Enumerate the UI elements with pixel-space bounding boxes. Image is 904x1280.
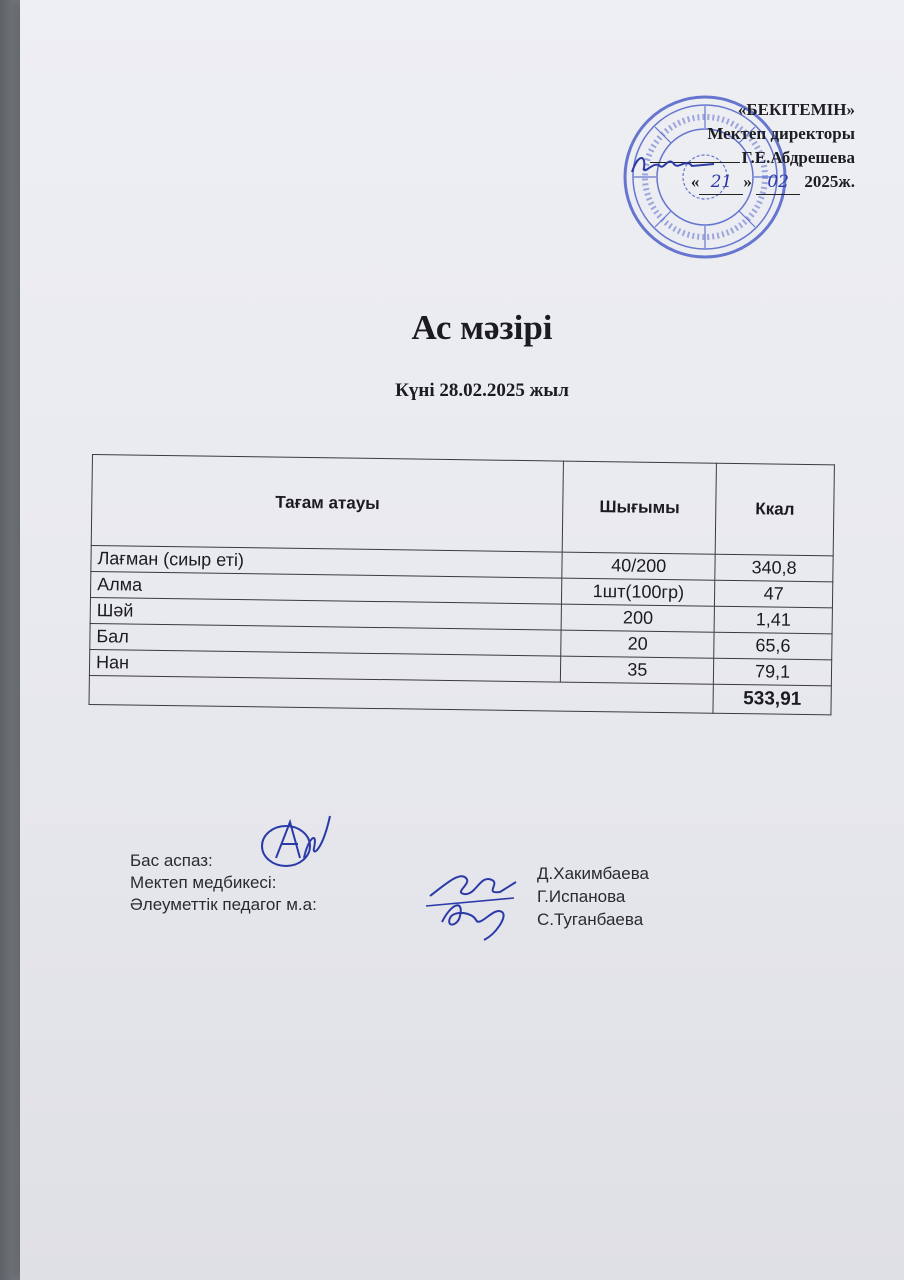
page-title: Ас мәзірі (411, 308, 553, 347)
dish-yield: 35 (561, 656, 714, 684)
name-social-pedagogue: С.Туганбаева (537, 910, 644, 929)
head-cook-handwritten-signature (256, 808, 336, 872)
nurse-handwritten-signature (424, 862, 524, 944)
name-school-nurse: Г.Испанова (537, 887, 626, 906)
approval-position: Мектеп директоры (707, 124, 855, 143)
dish-kcal: 79,1 (714, 658, 832, 686)
director-handwritten-signature (628, 146, 718, 182)
header-dish-name: Тағам атауы (91, 455, 564, 553)
signature-names (537, 862, 649, 931)
dish-name: Алма (90, 571, 562, 604)
dish-kcal: 65,6 (714, 632, 832, 660)
dish-kcal: 1,41 (714, 606, 832, 634)
date-month: 02 (756, 170, 800, 195)
date-open-quote: « (690, 172, 700, 191)
menu-table (88, 454, 834, 715)
dish-name: Бал (90, 623, 562, 656)
dish-kcal: 340,8 (715, 554, 833, 582)
dish-yield: 1шт(100гр) (562, 578, 715, 606)
dish-name: Шәй (90, 597, 562, 630)
table-header-row (91, 455, 834, 556)
dish-yield: 40/200 (562, 552, 715, 580)
total-kcal: 533,91 (713, 684, 831, 715)
director-name: Г.Е.Абдрешева (741, 148, 855, 167)
header-kcal: Ккал (715, 463, 834, 556)
page-date-subtitle: Күні 28.02.2025 жыл (395, 380, 569, 401)
date-close-quote: » (743, 172, 752, 191)
role-school-nurse: Мектеп медбикесі: (130, 873, 277, 892)
dish-yield: 200 (561, 604, 714, 632)
dish-yield: 20 (561, 630, 714, 658)
name-head-cook: Д.Хакимбаева (537, 864, 650, 883)
role-social-pedagogue: Әлеуметтік педагог м.а: (130, 895, 317, 914)
dish-name: Нан (89, 649, 561, 682)
role-head-cook: Бас аспаз: (130, 851, 213, 870)
dish-name: Лағман (сиыр еті) (91, 545, 563, 578)
dish-kcal: 47 (715, 580, 833, 608)
date-year: 2025ж. (804, 172, 855, 191)
approval-heading: «БЕКІТЕМІН» (737, 100, 855, 119)
header-yield: Шығымы (563, 461, 717, 554)
date-day: 21 (699, 170, 743, 195)
